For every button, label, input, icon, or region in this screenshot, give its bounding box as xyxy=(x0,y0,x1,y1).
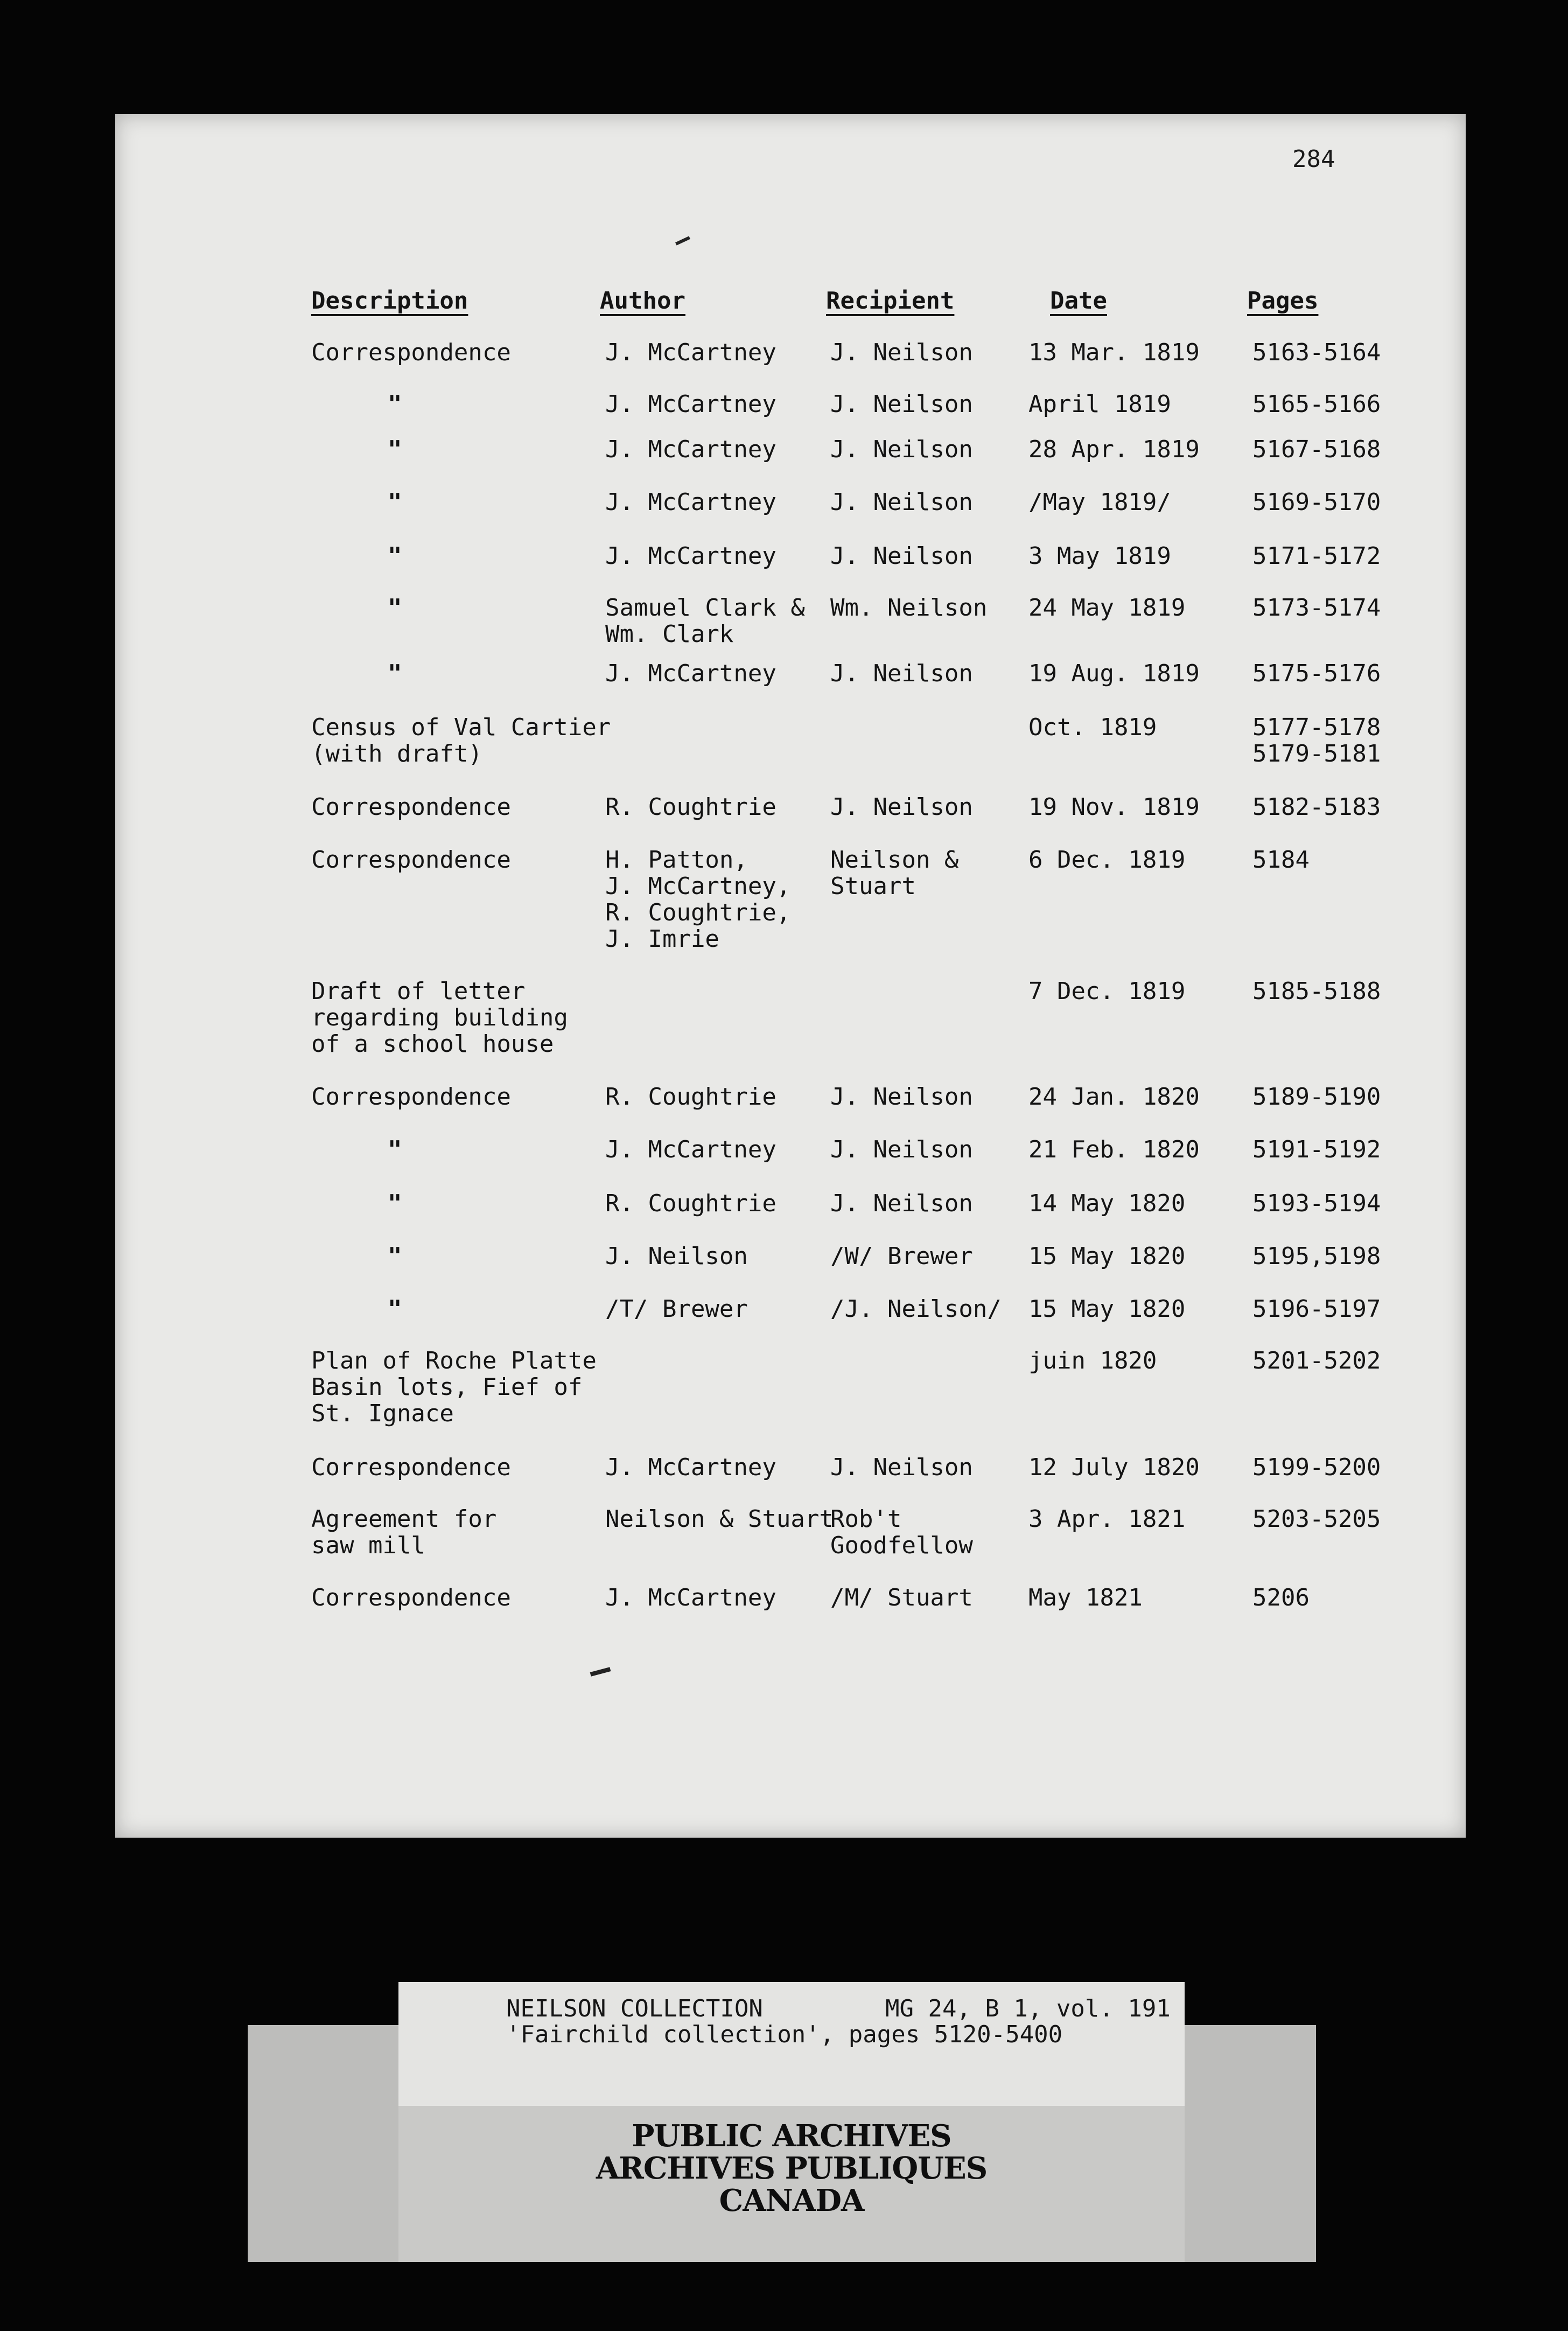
cell-description: " xyxy=(388,1136,402,1163)
cell-recipient: /M/ Stuart xyxy=(830,1584,973,1611)
cell-recipient: J. Neilson xyxy=(830,660,973,687)
cell-author: Neilson & Stuart xyxy=(605,1505,834,1533)
stamp-line-2: ARCHIVES PUBLIQUES xyxy=(596,2151,988,2186)
cell-pages: 5165-5166 xyxy=(1252,390,1381,418)
cell-pages: 5206 xyxy=(1252,1584,1310,1611)
cell-recipient: J. Neilson xyxy=(830,542,973,570)
cell-pages: 5203-5205 xyxy=(1252,1505,1381,1533)
collection-pages: 'Fairchild collection', pages 5120-5400 xyxy=(506,2021,1063,2048)
cell-pages: 5163-5164 xyxy=(1252,339,1381,366)
cell-recipient: J. Neilson xyxy=(830,1454,973,1481)
cell-description: " xyxy=(388,390,402,418)
cell-pages: 5167-5168 xyxy=(1252,436,1381,463)
cell-pages: 5191-5192 xyxy=(1252,1136,1381,1163)
cell-description: Census of Val Cartier (with draft) xyxy=(311,714,611,767)
cell-date: 3 Apr. 1821 xyxy=(1028,1505,1186,1533)
cell-date: /May 1819/ xyxy=(1028,488,1171,516)
cell-recipient: J. Neilson xyxy=(830,793,973,821)
archive-label xyxy=(248,1982,1316,2262)
cell-date: 13 Mar. 1819 xyxy=(1028,339,1200,366)
cell-author: J. McCartney xyxy=(605,390,776,418)
cell-pages: 5177-5178 5179-5181 xyxy=(1252,714,1381,767)
page-number: 284 xyxy=(1292,145,1335,173)
cell-author: J. McCartney xyxy=(605,488,776,516)
cell-author: J. McCartney xyxy=(605,436,776,463)
cell-date: 24 Jan. 1820 xyxy=(1028,1083,1200,1111)
cell-author: J. McCartney xyxy=(605,542,776,570)
table-header xyxy=(0,288,1568,320)
cell-date: 24 May 1819 xyxy=(1028,594,1186,622)
cell-author: J. McCartney xyxy=(605,339,776,366)
cell-author: R. Coughtrie xyxy=(605,1190,776,1217)
stamp-line-1: PUBLIC ARCHIVES xyxy=(632,2118,951,2154)
cell-date: Oct. 1819 xyxy=(1028,714,1157,741)
cell-description: Plan of Roche Platte Basin lots, Fief of St. Ignace xyxy=(311,1347,597,1427)
cell-recipient: Wm. Neilson xyxy=(830,594,988,622)
cell-author: R. Coughtrie xyxy=(605,1083,776,1111)
cell-pages: 5171-5172 xyxy=(1252,542,1381,570)
cell-date: 3 May 1819 xyxy=(1028,542,1171,570)
cell-author: J. McCartney xyxy=(605,1454,776,1481)
cell-recipient: J. Neilson xyxy=(830,339,973,366)
cell-recipient: J. Neilson xyxy=(830,488,973,516)
archives-stamp xyxy=(398,2106,1185,2262)
cell-recipient: J. Neilson xyxy=(830,390,973,418)
cell-description: " xyxy=(388,436,402,463)
cell-description: " xyxy=(388,488,402,516)
cell-author: J. McCartney xyxy=(605,1584,776,1611)
stamp-line-3: CANADA xyxy=(719,2183,864,2218)
cell-author: J. McCartney xyxy=(605,1136,776,1163)
cell-author: J. Neilson xyxy=(605,1243,748,1270)
cell-date: 14 May 1820 xyxy=(1028,1190,1186,1217)
cell-pages: 5196-5197 xyxy=(1252,1295,1381,1323)
cell-description: " xyxy=(388,660,402,687)
cell-date: 19 Nov. 1819 xyxy=(1028,793,1200,821)
cell-author: J. McCartney xyxy=(605,660,776,687)
cell-date: 15 May 1820 xyxy=(1028,1295,1186,1323)
cell-date: 7 Dec. 1819 xyxy=(1028,978,1186,1005)
cell-pages: 5195,5198 xyxy=(1252,1243,1381,1270)
cell-pages: 5169-5170 xyxy=(1252,488,1381,516)
cell-description: " xyxy=(388,1243,402,1270)
cell-author: R. Coughtrie xyxy=(605,793,776,821)
cell-pages: 5184 xyxy=(1252,846,1310,874)
cell-description: " xyxy=(388,1295,402,1323)
cell-description: Correspondence xyxy=(311,1454,511,1481)
cell-author: H. Patton, J. McCartney, R. Coughtrie, J. Imrie xyxy=(605,846,791,953)
cell-description: " xyxy=(388,1190,402,1217)
cell-description: Correspondence xyxy=(311,1083,511,1111)
cell-pages: 5199-5200 xyxy=(1252,1454,1381,1481)
cell-pages: 5185-5188 xyxy=(1252,978,1381,1005)
cell-date: 28 Apr. 1819 xyxy=(1028,436,1200,463)
cell-recipient: Neilson & Stuart xyxy=(830,846,959,900)
cell-date: 15 May 1820 xyxy=(1028,1243,1186,1270)
collection-reference: MG 24, B 1, vol. 191 xyxy=(885,1995,1171,2022)
cell-pages: 5175-5176 xyxy=(1252,660,1381,687)
cell-date: 12 July 1820 xyxy=(1028,1454,1200,1481)
cell-description: Correspondence xyxy=(311,1584,511,1611)
cell-recipient: /W/ Brewer xyxy=(830,1243,973,1270)
cell-pages: 5189-5190 xyxy=(1252,1083,1381,1111)
cell-pages: 5182-5183 xyxy=(1252,793,1381,821)
cell-pages: 5193-5194 xyxy=(1252,1190,1381,1217)
cell-description: Agreement for saw mill xyxy=(311,1505,497,1559)
label-card xyxy=(398,1982,1185,2106)
cell-description: " xyxy=(388,594,402,622)
cell-recipient: Rob't Goodfellow xyxy=(830,1505,973,1559)
cell-description: Correspondence xyxy=(311,339,511,366)
cell-pages: 5173-5174 xyxy=(1252,594,1381,622)
cell-recipient: J. Neilson xyxy=(830,1136,973,1163)
cell-date: May 1821 xyxy=(1028,1584,1143,1611)
document-page xyxy=(115,114,1466,1838)
cell-author: Samuel Clark & Wm. Clark xyxy=(605,594,805,648)
cell-pages: 5201-5202 xyxy=(1252,1347,1381,1374)
cell-date: 21 Feb. 1820 xyxy=(1028,1136,1200,1163)
cell-date: 19 Aug. 1819 xyxy=(1028,660,1200,687)
header-description: Description xyxy=(311,287,468,315)
cell-description: Draft of letter regarding building of a school house xyxy=(311,978,568,1058)
cell-recipient: J. Neilson xyxy=(830,1083,973,1111)
header-recipient: Recipient xyxy=(826,287,955,315)
collection-name: NEILSON COLLECTION xyxy=(506,1995,763,2022)
cell-recipient: /J. Neilson/ xyxy=(830,1295,1002,1323)
cell-description: " xyxy=(388,542,402,570)
header-author: Author xyxy=(600,287,685,315)
cell-date: April 1819 xyxy=(1028,390,1171,418)
cell-description: Correspondence xyxy=(311,846,511,874)
cell-description: Correspondence xyxy=(311,793,511,821)
cell-author: /T/ Brewer xyxy=(605,1295,748,1323)
cell-recipient: J. Neilson xyxy=(830,1190,973,1217)
header-pages: Pages xyxy=(1247,287,1319,315)
cell-date: 6 Dec. 1819 xyxy=(1028,846,1186,874)
cell-date: juin 1820 xyxy=(1028,1347,1157,1374)
header-date: Date xyxy=(1050,287,1107,315)
cell-recipient: J. Neilson xyxy=(830,436,973,463)
